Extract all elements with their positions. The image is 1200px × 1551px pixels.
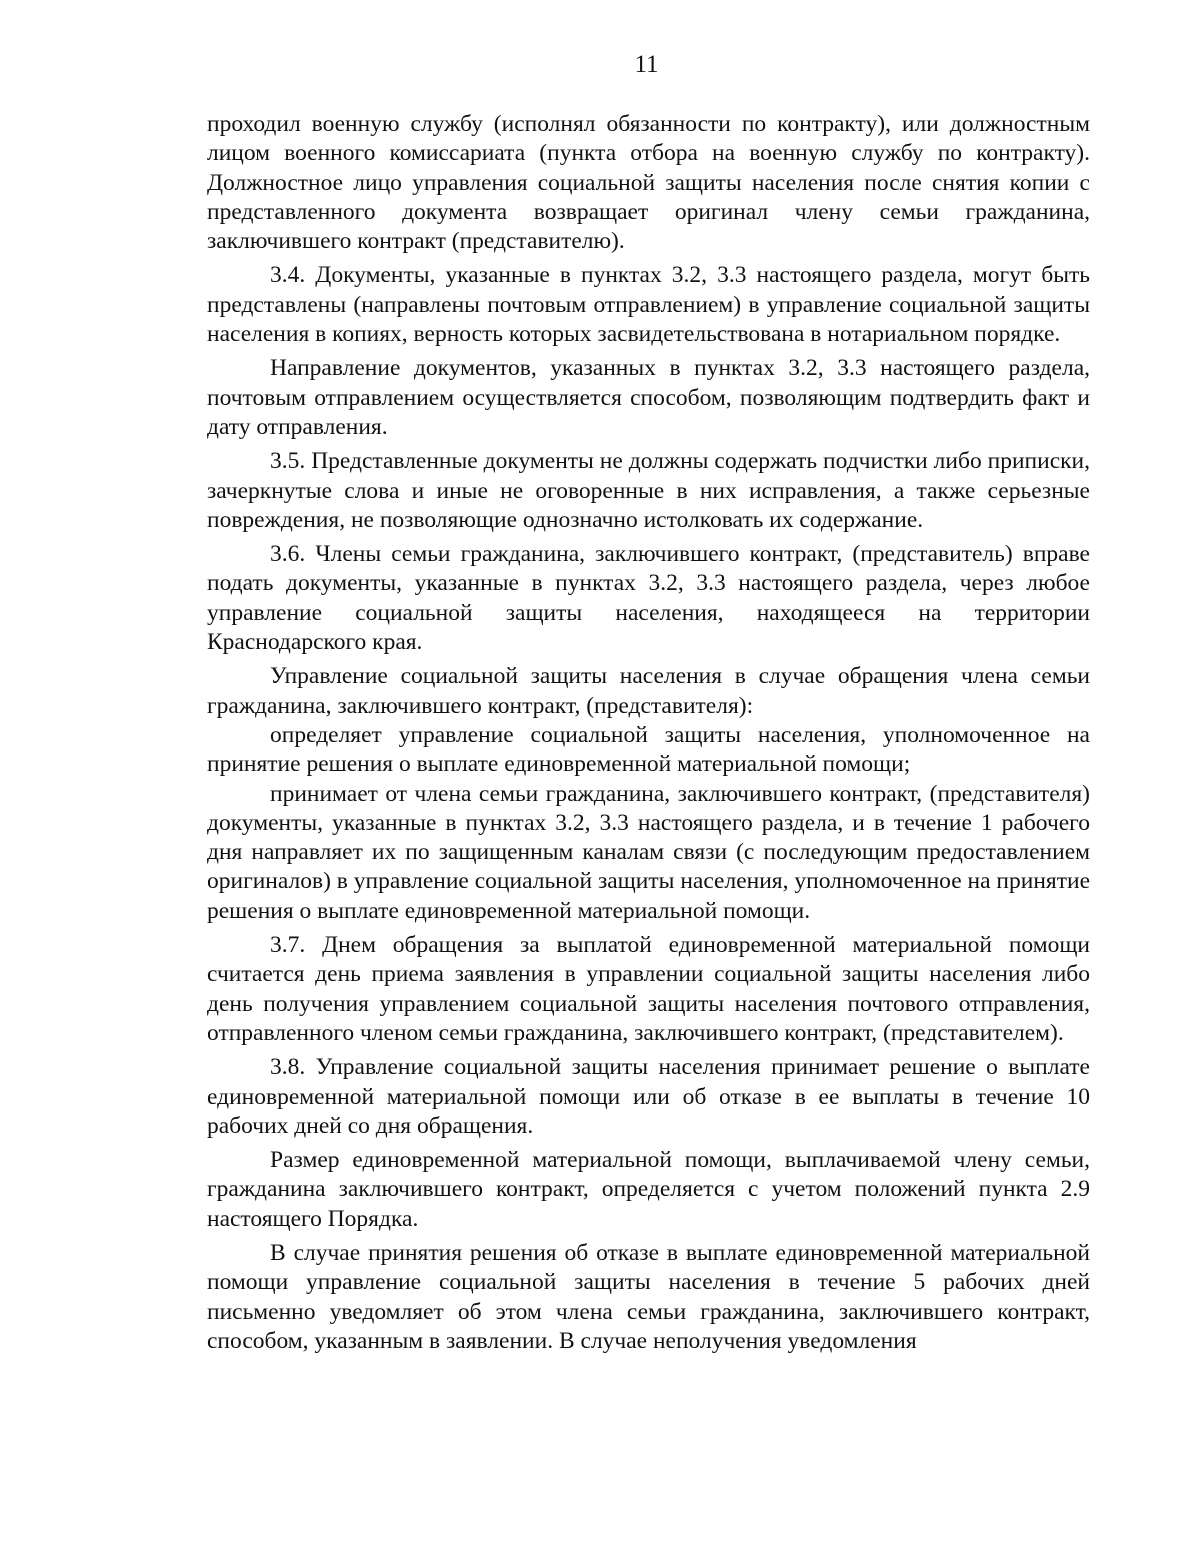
paragraph-refusal-notice: В случае принятия решения об отказе в выплате единовременной материальной помощи управление социальной защиты населения в течение 5 рабочих дней письменно уведомляет об этом члена семьи гражданина, заключившего контракт, способом, указанным в заявлении. В случае неполучения уведомления — [207, 1239, 1090, 1354]
paragraph-3-6: 3.6. Члены семьи гражданина, заключившего контракт, (представитель) вправе подать документы, указанные в пунктах 3.2, 3.3 настоящего раздела, через любое управление социальной защиты населения, находящееся на территории Краснодарского края. — [207, 541, 1090, 656]
paragraph-aid-amount: Размер единовременной материальной помощи, выплачиваемой члену семьи, гражданина заключившего контракт, определяется с учетом положений пункта 2.9 настоящего Порядка. — [207, 1147, 1090, 1232]
page-number: 11 — [634, 51, 659, 78]
paragraph-continuation: проходил военную службу (исполнял обязанности по контракту), или должностным лицом военного комиссариата (пункта отбора на военную службу по контракту). Должностное лицо управления социальной защиты населения после снятия копии с представленного документа возвращает оригинал члену семьи гражданина, заключившего контракт (представителю). — [207, 111, 1090, 255]
paragraph-authority-duties: Управление социальной защиты населения в случае обращения члена семьи гражданина, заключившего контракт, (представителя): — [207, 663, 1090, 719]
document-body — [207, 110, 1090, 1361]
paragraph-3-7: 3.7. Днем обращения за выплатой единовременной материальной помощи считается день приема заявления в управлении социальной защиты населения либо день получения управлением социальной защиты населения почтового отправления, отправленного членом семьи гражданина, заключившего контракт, (представителем). — [207, 932, 1090, 1046]
paragraph-3-5: 3.5. Представленные документы не должны содержать подчистки либо приписки, зачеркнутые слова и иные не оговоренные в них исправления, а также серьезные повреждения, не позволяющие однозначно истолковать их содержание. — [207, 448, 1090, 533]
paragraph-postal-submission: Направление документов, указанных в пунктах 3.2, 3.3 настоящего раздела, почтовым отправлением осуществляется способом, позволяющим подтвердить факт и дату отправления. — [207, 355, 1090, 440]
paragraph-3-8: 3.8. Управление социальной защиты населения принимает решение о выплате единовременной материальной помощи или об отказе в ее выплаты в течение 10 рабочих дней со дня обращения. — [207, 1054, 1090, 1139]
paragraph-accepts-documents: принимает от члена семьи гражданина, заключившего контракт, (представителя) документы, указанные в пунктах 3.2, 3.3 настоящего раздела, и в течение 1 рабочего дня направляет их по защищенным каналам связи (с последующим предоставлением оригиналов) в управление социальной защиты населения, уполномоченное на принятие решения о выплате единовременной материальной помощи. — [207, 780, 1090, 924]
paragraph-3-4: 3.4. Документы, указанные в пунктах 3.2, 3.3 настоящего раздела, могут быть представлены (направлены почтовым отправлением) в управление социальной защиты населения в копиях, верность которых засвидетельствована в нотариальном порядке. — [207, 262, 1090, 348]
paragraph-determines-authority: определяет управление социальной защиты населения, уполномоченное на принятие решения о выплате единовременной материальной помощи; — [207, 721, 1090, 778]
